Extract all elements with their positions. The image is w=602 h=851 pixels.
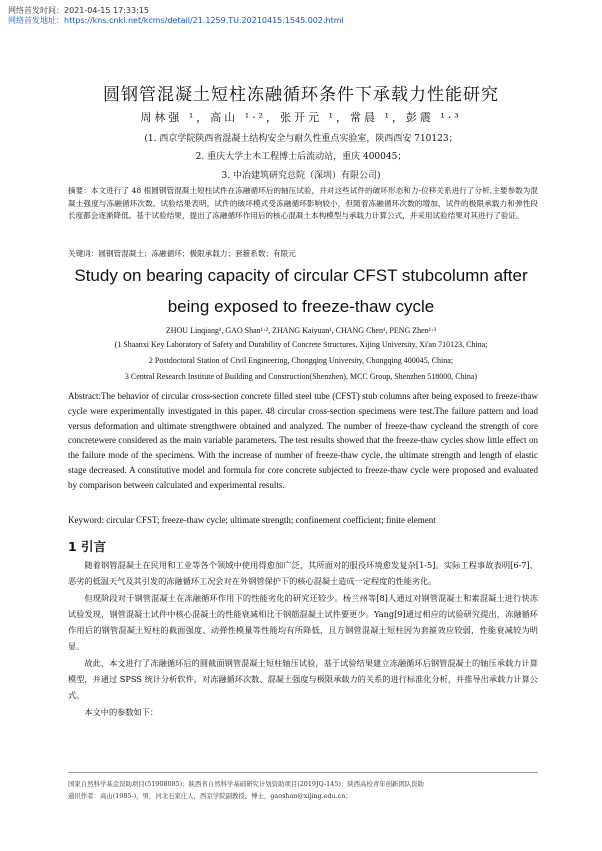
abstract-en: Abstract:The behavior of circular cross-section concrete filled steel tube (CFST) stub columns after being exposed to freeze-thaw cycle were experimentally investigated in this paper. 48 circular cross-section specimens were test.The failure pattern and load versus deformation and ultimate strengthwere obtained and analyzed. The number of freeze-thaw cycleand the strength of core concretewere considered as the main variable parameters. The test results showed that the freeze-thaw cycles show little effect on the failure mode of the specimens. With the increase of number of freeze-thaw cycle, the ultimate strength and length of elastic stage decreased. A constitutive model and formula for core concrete subjected to freeze-thaw cycle were proposed and evaluated by comparison between calculated and experimental results.	[68, 391, 538, 490]
affiliation-en-2: 2 Postdoctoral Station of Civil Engineering, Chongqing University, Chongqing 400045, China;	[148, 356, 454, 365]
pub-time: 网络首发时间：2021-04-15 17:33:15	[8, 6, 149, 15]
authors-en: ZHOU Linqiang¹, GAO Shan¹·², ZHANG Kaiyuan¹, CHANG Chen¹, PENG Zhen¹·³	[165, 326, 437, 335]
title-en-line-1: Study on bearing capacity of circular CFST stubcolumn after	[74, 266, 528, 285]
title-cn: 圆钢管混凝土短柱冻融循环条件下承载力性能研究	[103, 85, 499, 105]
affiliation-en-3: 3 Central Research Institute of Building and Construction(Shenzhen), MCC Group, Shenzhen 518000, China)	[124, 372, 478, 381]
abstract-cn: 摘要：本文进行了 48 根圆钢管混凝土短柱试件在冻融循环后的轴压试验，并对这些试件的破坏形态和力-位移关系进行了分析,主要参数为混凝土强度与冻融循环次数。试验结果表明，试件的破坏模式受冻融循环影响较小，但随着冻融循环次数的增加，试件的极限承载力和弹性段长度都会逐渐降低。基于试验结果，提出了冻融循环作用后的核心混凝土本构模型与承载力计算公式，并采用试验结果对其进行了验证。	[68, 186, 538, 220]
footnote-author: 通讯作者：高山(1985-)，男，河北石家庄人，西京学院副教授，博士，gaoshan@xijing.edu.cn；	[68, 792, 352, 800]
affiliation-cn-1: (1. 西京学院陕西省混凝土结构安全与耐久性重点实验室，陕西西安 710123；	[144, 134, 458, 144]
authors-cn: 周林强 ¹，高山 ¹·²，张开元 ¹，常晨 ¹，彭震 ¹·³	[140, 111, 462, 124]
keywords-en: Keyword: circular CFST; freeze-thaw cycle; ultimate strength; confinement coefficient; finite element	[68, 515, 436, 525]
footnote-divider	[68, 772, 538, 773]
intro-paragraph-1: 随着钢管混凝土在民用和工业等各个领域中使用得愈加广泛，其所面对的服役环境愈发复杂[1-5]。实际工程事故表明[6-7]，恶劣的低温天气及其引发的冻融循环工况会对在外钢管保护下的核心混凝土造成一定程度的性能劣化。	[68, 560, 538, 586]
intro-paragraph-3: 故此，本文进行了冻融循环后的圆截面钢管混凝土短柱轴压试验，基于试验结果建立冻融循环后钢管混凝土的轴压承载力计算模型，并通过 SPSS 统计分析软件，对冻融循环次数、混凝土强度与极限承载力的关系的进行标准化分析，并推导出承载力计算公式。	[68, 658, 538, 700]
intro-paragraph-4: 本文中的参数如下：	[84, 707, 159, 717]
pub-url[interactable]: 网络首发地址：https://kns.cnki.net/kcms/detail/21.1259.TU.20210415.1545.002.html	[8, 16, 344, 25]
affiliation-en-1: (1 Shaanxi Key Laboratory of Safety and Durability of Concrete Structures, Xijing University, Xi'an 710123, China;	[114, 340, 488, 349]
affiliation-cn-3: 3. 中冶建筑研究总院（深圳）有限公司)	[221, 171, 381, 181]
title-en-line-2: being exposed to freeze-thaw cycle	[167, 297, 435, 316]
footnote-funding: 国家自然科学基金资助项目(51908085)；陕西省自然科学基础研究计划资助项目(2019JQ-145)；陕西高校青年创新团队资助	[68, 780, 424, 788]
keywords-cn: 关键词：圆钢管混凝土；冻融循环；极限承载力；套箍系数；有限元	[68, 249, 296, 258]
affiliation-cn-2: 2. 重庆大学土木工程博士后流动站，重庆 400045；	[195, 152, 407, 162]
section-heading-intro: 1 引言	[68, 539, 107, 554]
intro-paragraph-2: 但现阶段对于钢管混凝土在冻融循环作用下的性能劣化的研究还较少。杨兰州等[8]人通过对钢管混凝土和素混凝土进行快冻试验发现，钢管混凝土试件中核心混凝土的性能衰减相比于钢筋混凝土试件要更少。Yang[9]通过相应的试验研究提出，冻融循环作用后的钢管混凝土短柱的截面强度、动弹性模量等性能均有所降低，且方钢管混凝土短柱因为套箍效应较弱，性能衰减较为明显。	[68, 593, 538, 651]
